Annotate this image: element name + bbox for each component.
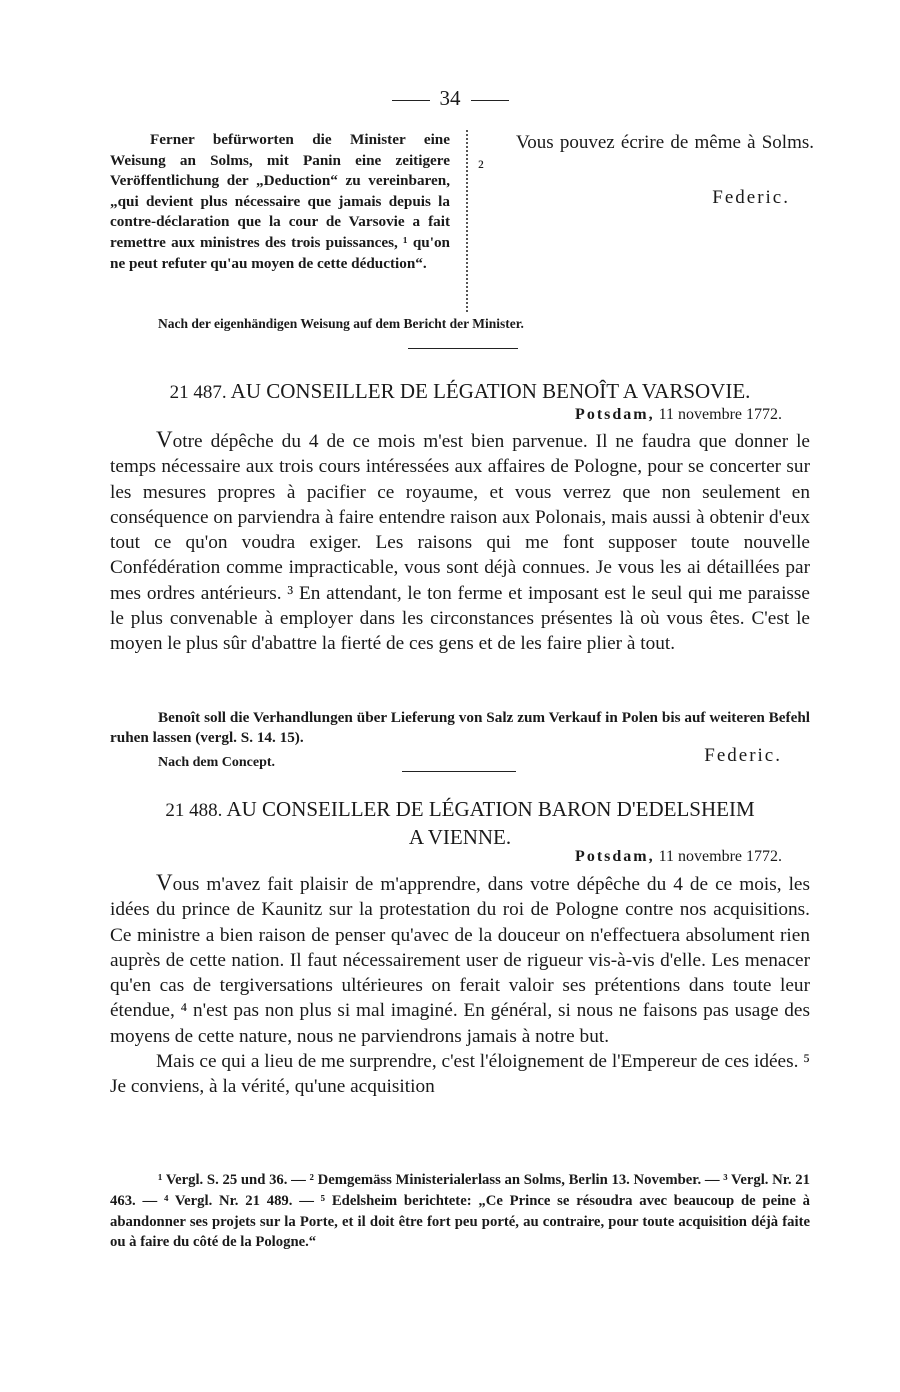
letter-title-line2: A VIENNE. bbox=[408, 825, 512, 849]
right-column-text: Vous pouvez écrire de même à Solms. ² bbox=[478, 132, 814, 178]
dash-left bbox=[392, 100, 430, 101]
letter-title: AU CONSEILLER DE LÉGATION BARON D'EDELSHEIM bbox=[226, 797, 755, 821]
dateline-place: Potsdam, bbox=[575, 406, 655, 423]
initial-letter: V bbox=[156, 870, 173, 895]
footnotes: ¹ Vergl. S. 25 und 36. — ² Demgemäss Ministerialerlass an Solms, Berlin 13. November. — ³ Vergl. Nr. 21 463. — ⁴ Vergl. Nr. 21 489. — ⁵ Edelsheim berichtete: „Ce Prince se résoudra avec beaucoup de peine à abandonner ses projets sur la Porte, et il doit être fort peu porté, au contraire, pour toute acquisition déjà faite ou à faire du côté de la Pologne.“ bbox=[110, 1172, 810, 1251]
letter-dateline bbox=[575, 406, 782, 424]
paragraph-text: otre dépêche du 4 de ce mois m'est bien parvenue. Il ne faudra que donner le temps nécessaire aux trois cours intéressées aux affaires de Pologne, pour se concerter sur les mesures propres à pacifier ce royaume, et vous verrez que non seulement en conséquence on parviendra à faire entendre raison aux Polonais, mais aussi à obtenir d'eux tout ce qu'on voudra exiger. Les raisons qui me font supposer toute nouvelle Confédération comme impracticable, vous sont déjà connues. Je vous les ai détaillées par mes ordres antérieurs. ³ En attendant, le ton ferme et imposant est le seul qui me paraisse le plus convenable à employer dans les circonstances présentes là où vous êtes. C'est le moyen le plus sûr d'abattre la fierté de ces gens et de les faire plier à tout. bbox=[110, 431, 810, 655]
letter-number: 21 487. bbox=[169, 382, 227, 403]
initial-letter: V bbox=[156, 427, 173, 452]
source-note-2: Nach dem Concept. bbox=[158, 755, 276, 770]
section-rule-1 bbox=[408, 348, 518, 349]
letter-paragraph: Mais ce qui a lieu de me surprendre, c'est l'éloignement de l'Empereur de ces idées. ⁵ Je conviens, à la vérité, qu'une acquisition bbox=[110, 1051, 810, 1098]
column-divider bbox=[466, 130, 468, 312]
dash-right bbox=[471, 100, 509, 101]
letter-summary: Benoît soll die Verhandlungen über Lieferung von Salz zum Verkauf in Polen bis auf weiteren Befehl ruhen lassen (vergl. S. 14. 15). bbox=[110, 709, 810, 746]
dateline-place: Potsdam, bbox=[575, 848, 655, 865]
dateline-date: 11 novembre 1772. bbox=[658, 848, 782, 865]
letter-heading-21488 bbox=[110, 796, 810, 850]
letter-paragraph bbox=[110, 427, 810, 657]
letter-paragraph bbox=[110, 870, 810, 1049]
page-number bbox=[0, 86, 900, 111]
source-note-1: Nach der eigenhändigen Weisung auf dem Bericht der Minister. bbox=[158, 316, 524, 331]
left-column-text bbox=[110, 130, 450, 274]
page-number-text: 34 bbox=[439, 86, 461, 110]
letter-title-line1 bbox=[110, 796, 810, 824]
paragraph-text: ous m'avez fait plaisir de m'apprendre, dans votre dépêche du 4 de ce mois, les idées du prince de Kaunitz sur la protestation du roi de Pologne contre nos acquisitions. Ce ministre a bien raison de penser qu'avec de la douceur on n'effectuera absolument rien auprès de cette nation. Il faut nécessairement user de rigueur vis-à-vis d'elle. Les menacer qu'en cas de tergiversations ultérieures on ferait valoir ses prétentions dans toute leur étendue, ⁴ n'est pas non plus si mal imaginé. En général, si nous ne faisons pas usage des moyens de cette nature, nous ne parviendrons jamais à notre but. bbox=[110, 874, 810, 1047]
dateline-date: 11 novembre 1772. bbox=[658, 406, 782, 423]
left-column-paragraph: Ferner befürworten die Minister eine Weisung an Solms, mit Panin eine zeitigere Veröffentlichung der „Deduction“ zu vereinbaren, „qui devient plus nécessaire que jamais depuis la contre-déclaration que la cour de Varsovie a fait remettre aux ministres des trois puissances, ¹ qu'on ne peut refuter qu'au moyen de cette déduction“. bbox=[110, 131, 450, 272]
right-column bbox=[478, 130, 814, 210]
letter-title: AU CONSEILLER DE LÉGATION BENOÎT A VARSOVIE. bbox=[230, 379, 751, 403]
letter-body-21487 bbox=[110, 427, 810, 657]
letter-dateline bbox=[575, 848, 782, 866]
letter-number: 21 488. bbox=[165, 800, 223, 821]
right-column-signature: Federic. bbox=[712, 187, 790, 208]
section-rule-2 bbox=[402, 771, 516, 772]
letter-body-21488 bbox=[110, 870, 810, 1100]
letter-signature: Federic. bbox=[704, 745, 782, 766]
letter-heading-21487 bbox=[110, 378, 810, 406]
